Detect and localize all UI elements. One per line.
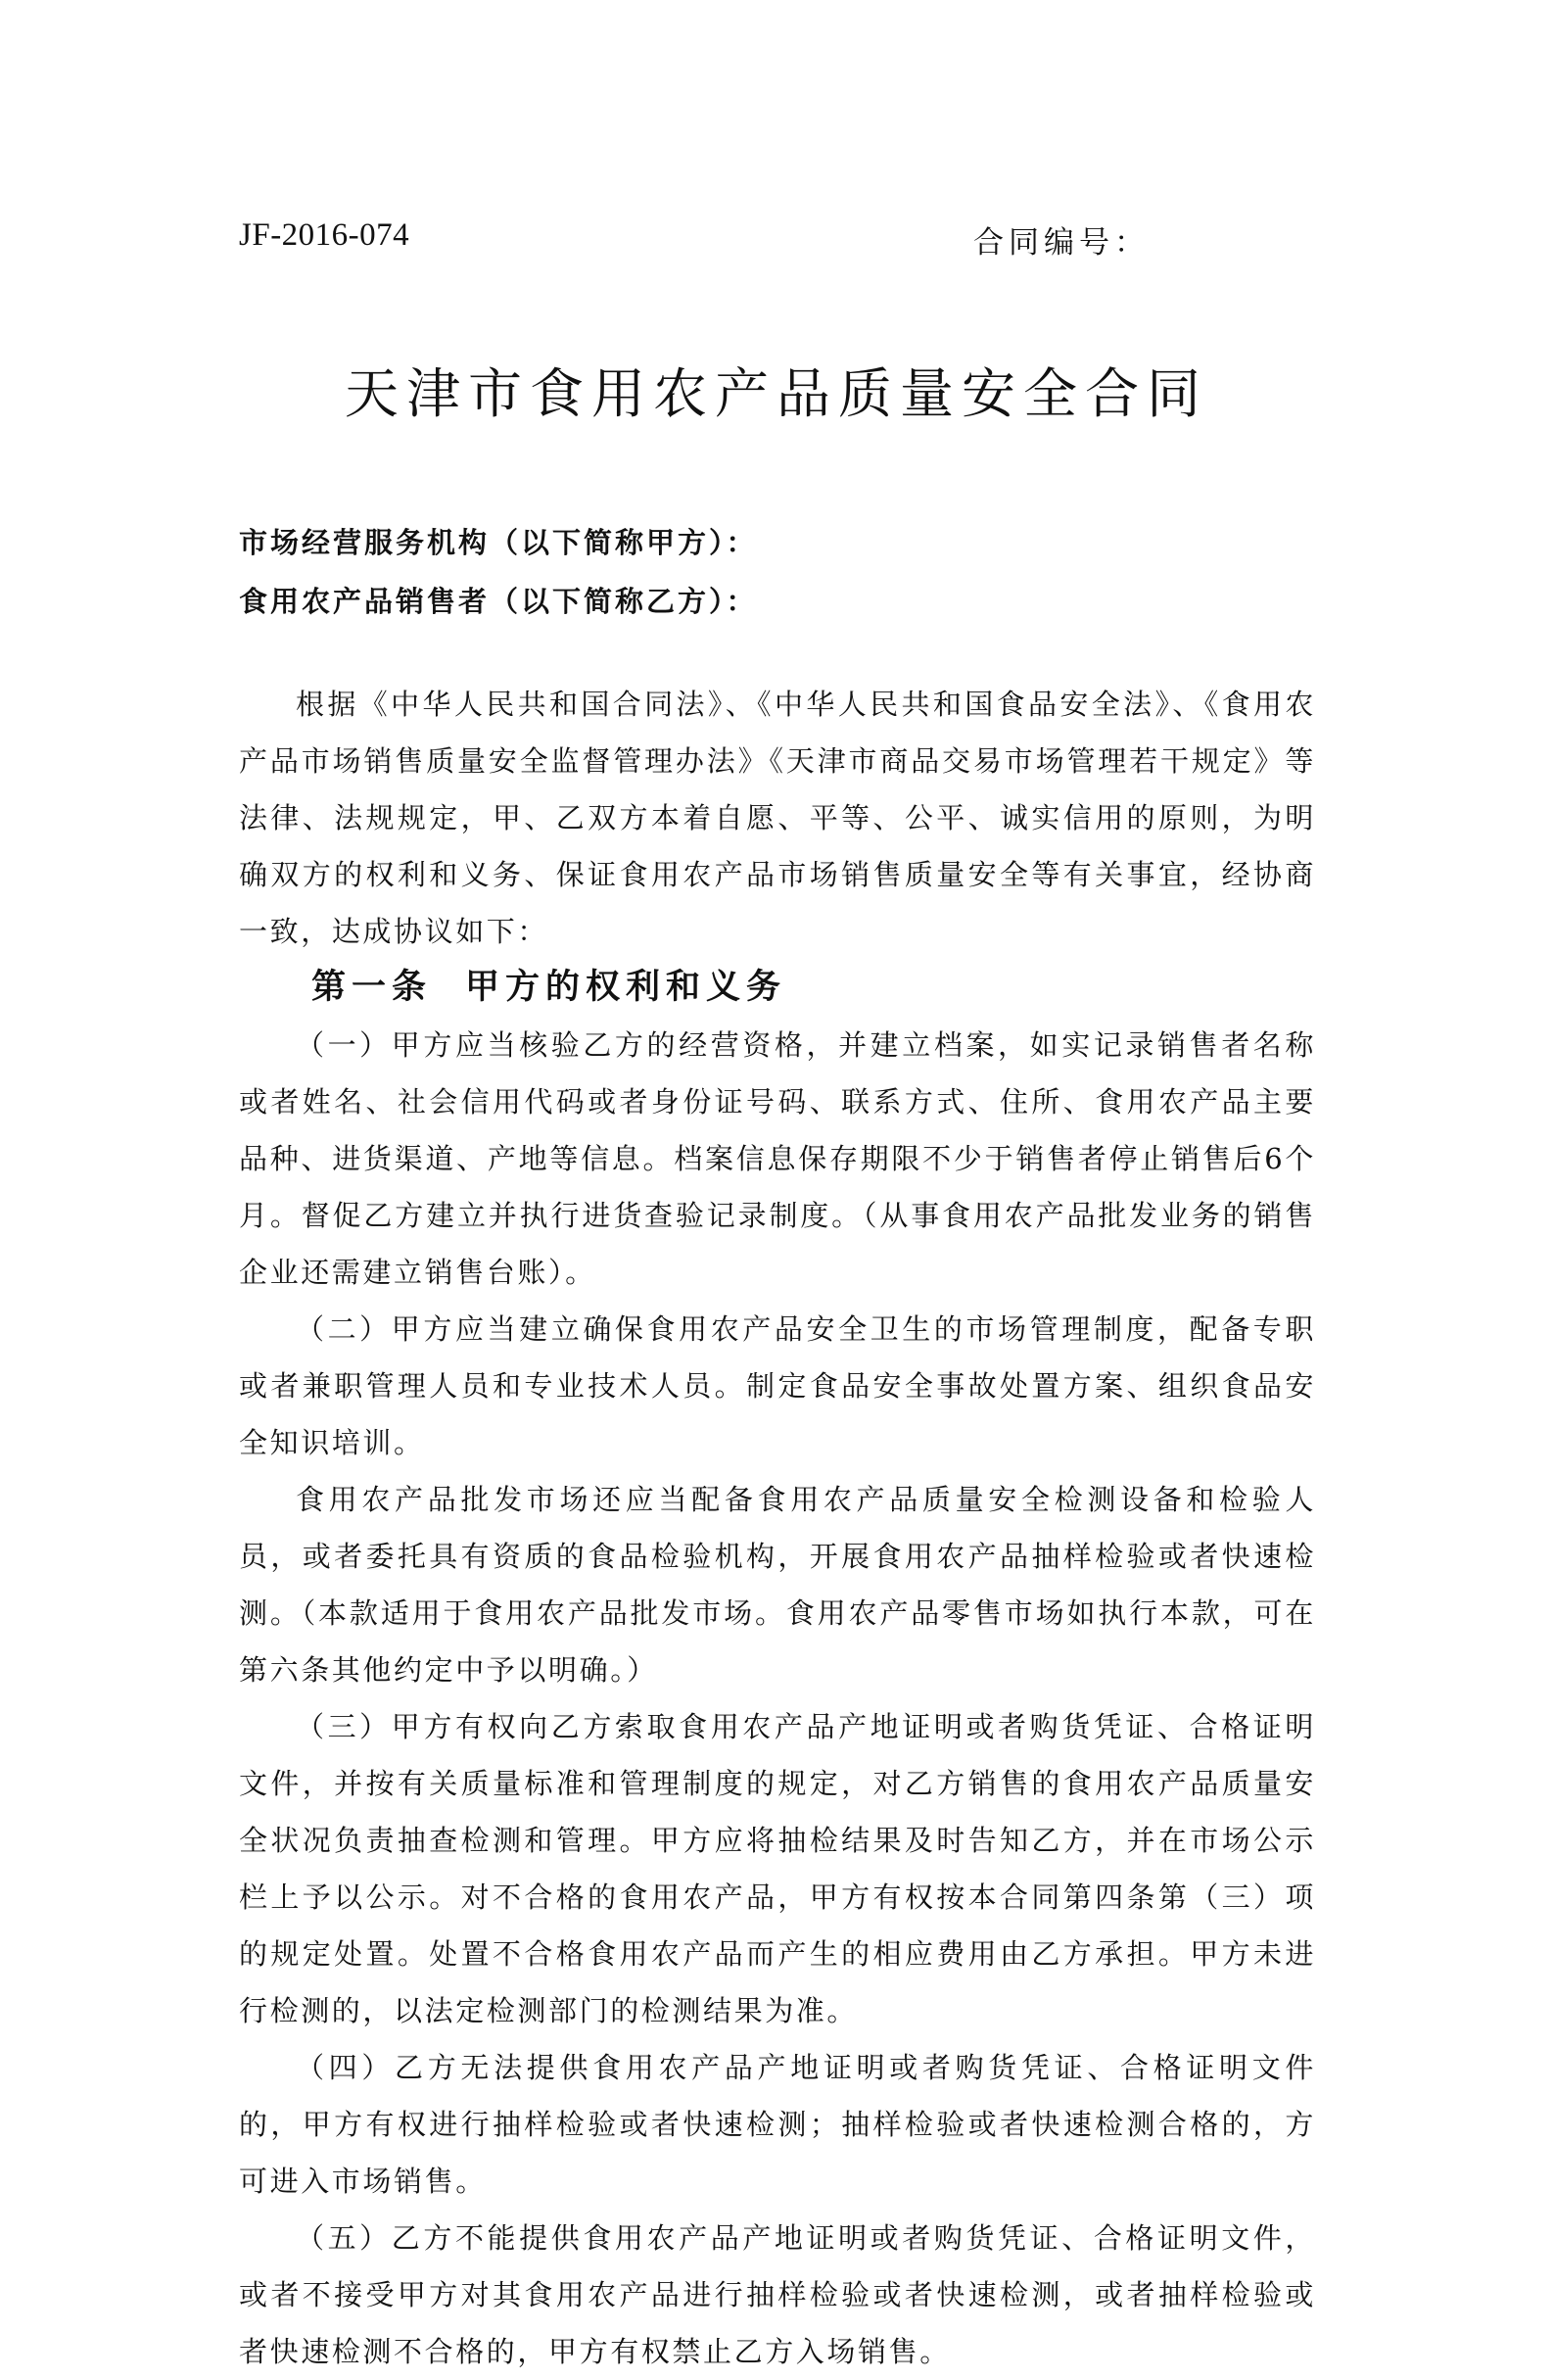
clause-3: （三）甲方有权向乙方索取食用农产品产地证明或者购货凭证、合格证明文件，并按有关质量标准和管理制度的规定，对乙方销售的食用农产品质量安全状况负责抽查检测和管理。甲方应将抽检结果及时告知乙方，并在市场公示栏上予以公示。对不合格的食用农产品，甲方有权按本合同第四条第（三）项的规定处置。处置不合格食用农产品而产生的相应费用由乙方承担。甲方未进行检测的，以法定检测部门的检测结果为准。 bbox=[239, 1710, 1316, 2027]
clause-1: （一）甲方应当核验乙方的经营资格，并建立档案，如实记录销售者名称或者姓名、社会信用代码或者身份证号码、联系方式、住所、食用农产品主要品种、进货渠道、产地等信息。档案信息保存期限不少于销售者停止销售后6个月。督促乙方建立并执行进货查验记录制度。（从事食用农产品批发业务的销售企业还需建立销售台账）。 bbox=[239, 1028, 1316, 1289]
header-row bbox=[239, 217, 1150, 266]
preamble-paragraph: 根据《中华人民共和国合同法》、《中华人民共和国食品安全法》、《食用农产品市场销售质量安全监督管理办法》《天津市商品交易市场管理若干规定》等法律、法规规定，甲、乙双方本着自愿、平等、公平、诚实信用的原则，为明确双方的权利和义务、保证食用农产品市场销售质量安全等有关事宜，经协商一致，达成协议如下： bbox=[239, 688, 1316, 948]
clause-4: （四）乙方无法提供食用农产品产地证明或者购货凭证、合格证明文件的，甲方有权进行抽样检验或者快速检测；抽样检验或者快速检测合格的，方可进入市场销售。 bbox=[239, 2051, 1316, 2198]
party-a-line: 市场经营服务机构（以下简称甲方）： bbox=[239, 526, 758, 559]
clause-2-supplement: 食用农产品批发市场还应当配备食用农产品质量安全检测设备和检验人员，或者委托具有资质的食品检验机构，开展食用农产品抽样检验或者快速检测。（本款适用于食用农产品批发市场。食用农产品零售市场如执行本款，可在第六条其他约定中予以明确。） bbox=[239, 1483, 1316, 1687]
parties-block bbox=[239, 513, 1316, 631]
party-b-line: 食用农产品销售者（以下简称乙方）： bbox=[239, 585, 758, 618]
clause-2: （二）甲方应当建立确保食用农产品安全卫生的市场管理制度，配备专职或者兼职管理人员和专业技术人员。制定食品安全事故处置方案、组织食品安全知识培训。 bbox=[239, 1312, 1316, 1459]
article-1-heading bbox=[239, 960, 1316, 1017]
contract-body bbox=[239, 676, 1316, 2380]
article-1-title: 甲方的权利和义务 bbox=[465, 967, 787, 1007]
document-code: JF-2016-074 bbox=[239, 217, 410, 253]
clause-5: （五）乙方不能提供食用农产品产地证明或者购货凭证、合格证明文件，或者不接受甲方对其食用农产品进行抽样检验或者快速检测，或者抽样检验或者快速检测不合格的，甲方有权禁止乙方入场销售。 bbox=[239, 2221, 1316, 2368]
article-1-number: 第一条 bbox=[311, 967, 433, 1007]
document-title: 天津市食用农产品质量安全合同 bbox=[344, 362, 1208, 425]
contract-number-label: 合同编号： bbox=[973, 225, 1150, 261]
